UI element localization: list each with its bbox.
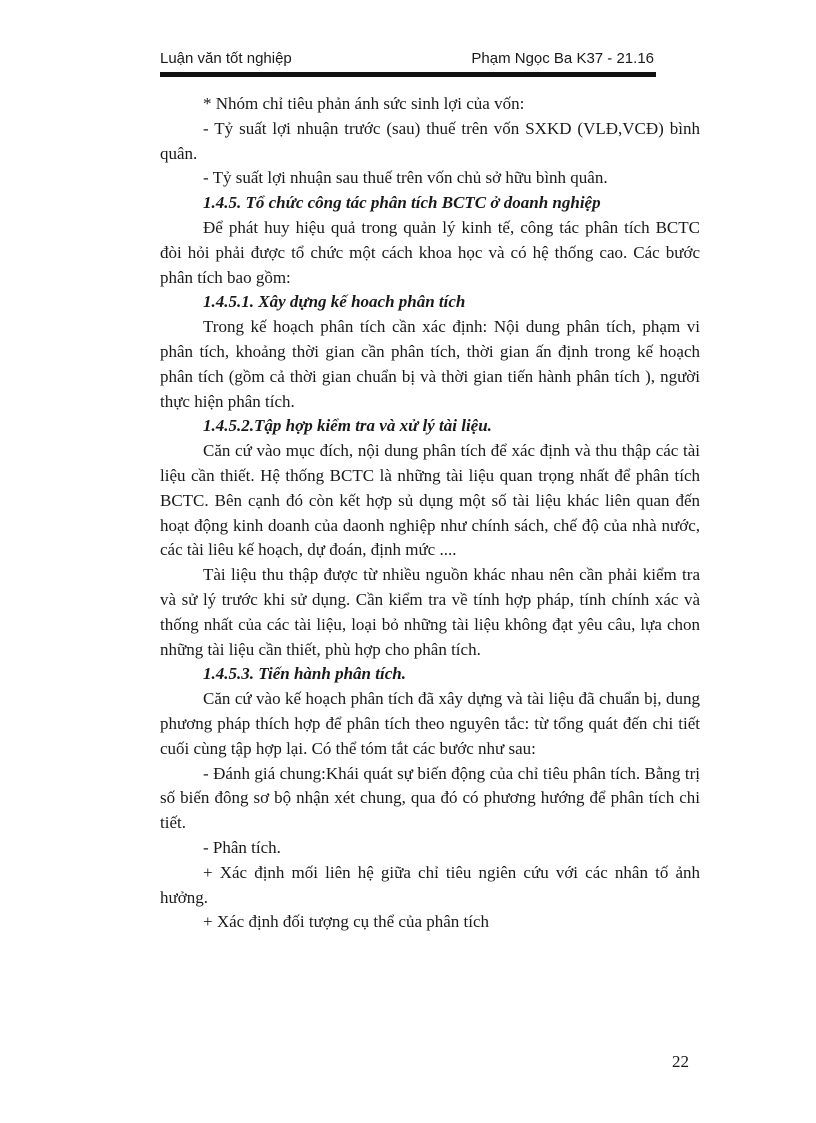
paragraph: Căn cứ vào kế hoạch phân tích đã xây dựng và tài liệu đã chuẩn bị, dung phương pháp thích hợp để phân tích theo nguyên tắc: từ tổng quát đến chi tiết cuối cùng tập hợp lại. Có thể tóm tắt các bước như sau: bbox=[160, 689, 700, 758]
page-number: 22 bbox=[672, 1052, 689, 1071]
paragraph: Trong kế hoạch phân tích cần xác định: Nội dung phân tích, phạm vi phân tích, khoảng thời gian cần phân tích, thời gian ấn định trong kế hoạch phân tích (gồm cả thời gian chuẩn bị và thời gian tiến hành phân tích ), người thực hiện phân tích. bbox=[160, 317, 700, 411]
paragraph: - Đánh giá chung:Khái quát sự biến động của chỉ tiêu phân tích. Bằng trị số biến đông sơ bộ nhận xét chung, qua đó có phương hướng để phân tích chi tiết. bbox=[160, 763, 700, 833]
section-heading: 1.4.5.3. Tiến hành phân tích. bbox=[203, 664, 406, 684]
paragraph: Tài liệu thu thập được từ nhiều nguồn khác nhau nên cần phải kiểm tra và sử lý trước khi sử dụng. Cần kiểm tra về tính hợp pháp, tính chính xác và thống nhất của các tài liệu, loại bỏ những tài liệu không đạt yêu câu, lựa chon những tài liệu cần thiết, phù hợp cho phân tích. bbox=[160, 565, 700, 659]
paragraph: - Tỷ suất lợi nhuận sau thuế trên vốn chủ sở hữu bình quân. bbox=[203, 168, 608, 188]
paragraph: - Phân tích. bbox=[203, 837, 281, 857]
paragraph: + Xác định đối tượng cụ thể của phân tích bbox=[203, 912, 490, 932]
section-heading: 1.4.5.2.Tập hợp kiểm tra và xử lý tài liệu. bbox=[203, 416, 492, 436]
document-body bbox=[160, 92, 700, 935]
header-rule bbox=[160, 72, 656, 77]
paragraph: + Xác định mối liên hệ giữa chỉ tiêu ngiên cứu với các nhân tố ảnh hưởng. bbox=[160, 862, 700, 907]
section-heading: 1.4.5. Tổ chức công tác phân tích BCTC ở doanh nghiệp bbox=[203, 193, 601, 213]
paragraph: - Tỷ suất lợi nhuận trước (sau) thuế trên vốn SXKD (VLĐ,VCĐ) bình quân. bbox=[160, 118, 700, 163]
paragraph: * Nhóm chỉ tiêu phản ánh sức sinh lợi của vốn: bbox=[203, 94, 525, 113]
header-author: Phạm Ngọc Ba K37 - 21.16 bbox=[471, 50, 654, 67]
paragraph: Để phát huy hiệu quả trong quản lý kinh tế, công tác phân tích BCTC đòi hỏi phải được tổ chức một cách khoa học và có hệ thống cao. Các bước phân tích bao gồm: bbox=[160, 217, 700, 287]
page-header bbox=[160, 46, 654, 70]
section-heading: 1.4.5.1. Xây dựng kế hoach phân tích bbox=[203, 292, 466, 312]
paragraph: Căn cứ vào mục đích, nội dung phân tích để xác định và thu thập các tài liệu cần thiết. Hệ thống BCTC là những tài liệu quan trọng nhất để phân tích BCTC. Bên cạnh đó còn kết hợp sủ dụng một số tài liệu khác liên quan đến hoạt động kinh doanh của daonh nghiệp như chính sách, chế độ của nhà nước, các tài liêu kế hoạch, dự đoán, định mức .... bbox=[160, 441, 700, 560]
header-thesis-title: Luận văn tốt nghiệp bbox=[160, 50, 292, 67]
